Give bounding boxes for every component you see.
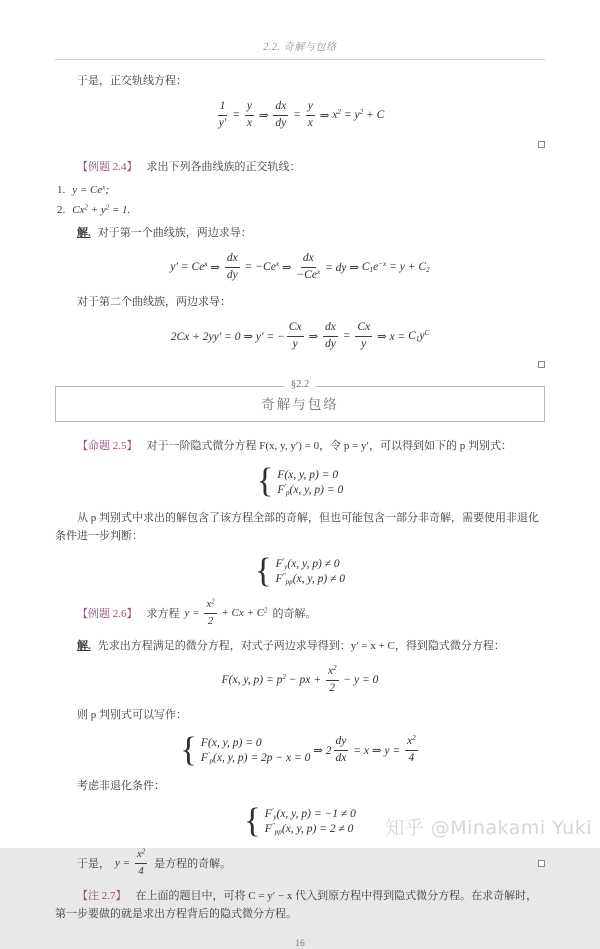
list-item-2: [57, 204, 545, 216]
proposition-2-5-text: 对于一阶隐式微分方程 F(x, y, y′) = 0，令 p = y′，可以得到如下的 p 判别式：: [146, 440, 512, 453]
section-number: §2.2: [284, 379, 316, 390]
qed-row-1: [55, 141, 545, 148]
example-2-6-label: 【例题 2.6】: [77, 608, 138, 621]
running-header: 2.2. 奇解与包络: [55, 38, 545, 60]
paragraph-discriminant-note: 从 p 判别式中求出的解包含了该方程全部的奇解，但也可能包含一部分非奇解，需要使用非退化条件进一步判断：: [55, 511, 539, 542]
zhihu-watermark: 知乎 @Minakami Yuki: [385, 817, 592, 839]
formula-p-discriminant: { F(x, y, p) = 0 $F'_p$ (x, y, p) = 0: [256, 462, 344, 501]
qed-box-icon: [538, 361, 545, 368]
paragraph-second-family: 对于第二个曲线族，两边求导：: [77, 295, 231, 308]
formula-item-2: C $x^2$ + $y^2$ = 1.: [72, 203, 131, 216]
solution-1-line: [55, 224, 545, 242]
conclusion-content: [77, 848, 231, 877]
paragraph-nondegeneracy: 考虑非退化条件：: [77, 779, 165, 792]
note-2-7-line: [55, 887, 545, 923]
conclusion-pre-text: 于是，: [77, 858, 110, 871]
formula-discriminant-solution: { F(x, y, p) = 0 $F'_p$ (x, y, p) = 2p − x = 0 ⇒ 2 $\frac{dy}{dx}$ = x ⇒ y = $\frac{x^2}{4}$: [180, 730, 416, 769]
solution-label: 解.: [77, 226, 91, 239]
note-2-7-label: 【注 2.7】: [77, 889, 127, 902]
solution-label: 解.: [77, 639, 91, 652]
formula-orthogonal-trajectory: $\frac{1}{y'}$ = $\frac{y}{x}$ ⇒ $\frac{dx}{dy}$ = $\frac{y}{x}$ ⇒ $x^2$ = $y^2$ + C: [218, 100, 385, 129]
formula-family-2-derivation: 2Cx + 2yy′ = 0 ⇒ y′ = − $\frac{Cx}{y}$ ⇒ $\frac{dx}{dy}$ = $\frac{Cx}{y}$ ⇒ x = $C_1$ $y^C$: [170, 320, 430, 350]
proposition-2-5-line: [55, 437, 545, 455]
section-title: 奇解与包络: [261, 397, 339, 413]
formula-nondegeneracy: { $F'_y$ (x, y, p) ≠ 0 $F''_{pp}$ (x, y, p) ≠ 0: [255, 552, 345, 591]
page-number: 16: [295, 939, 305, 949]
formula-nondegeneracy-check: { $F'_y$ (x, y, p) = −1 ≠ 0 $F''_{pp}$ (x, y, p) = 2 ≠ 0: [244, 802, 356, 841]
example-2-4-text: 求出下列各曲线族的正交轨线：: [146, 160, 301, 173]
example-2-6-line: [55, 598, 545, 627]
formula-example-2-6: y = $\frac{x^2}{2}$ + Cx + $C^2$: [184, 598, 268, 627]
conclusion-post-text: 是方程的奇解。: [154, 858, 232, 871]
list-item-1: [57, 184, 545, 196]
example-2-6-pre-text: 求方程: [146, 608, 180, 621]
item-2-marker: 2.: [57, 203, 66, 216]
note-2-7-text: 在上面的题目中，可将 C = y′ − x 代入到原方程中得到隐式微分方程。在求奇解时，第一步要做的就是求出方程背后的隐式微分方程。: [55, 889, 538, 920]
conclusion-line: [55, 848, 545, 877]
solution-2-text: 先求出方程满足的微分方程，对式子两边求导得到：y′ = x + C，得到隐式微分方程：: [97, 639, 505, 652]
item-1-marker: 1.: [57, 183, 66, 196]
example-2-6-post-text: 的奇解。: [272, 608, 317, 621]
section-heading-box: [55, 379, 545, 422]
qed-box-icon: [538, 860, 545, 867]
solution-2-line: [55, 637, 545, 655]
paragraph-orthogonal-intro: 于是，正交轨线方程：: [77, 75, 187, 87]
qed-box-icon: [538, 141, 545, 148]
formula-implicit-ode: F(x, y, p) = $p^2$ − px + $\frac{x^2}{2}$ − y = 0: [221, 664, 379, 694]
qed-row-2: [55, 361, 545, 368]
formula-family-1-derivation: y′ = C $e^x$ ⇒ $\frac{dx}{dy}$ = −C $e^x$ ⇒ $\frac{dx}{-Ce^x}$ = dy ⇒ $C_1$ $e^{-x}$ = y + $C_2$: [170, 252, 430, 281]
formula-singular-solution: y = $\frac{x^2}{4}$: [115, 848, 146, 877]
example-2-4-label: 【例题 2.4】: [77, 160, 138, 173]
example-2-4-line: [55, 158, 545, 176]
solution-1-text: 对于第一个曲线族，两边求导：: [97, 226, 252, 239]
paragraph-discriminant-written: 则 p 判别式可以写作：: [77, 708, 187, 721]
formula-item-1: y = C $e^x$ ;: [72, 183, 109, 196]
proposition-2-5-label: 【命题 2.5】: [77, 440, 138, 453]
